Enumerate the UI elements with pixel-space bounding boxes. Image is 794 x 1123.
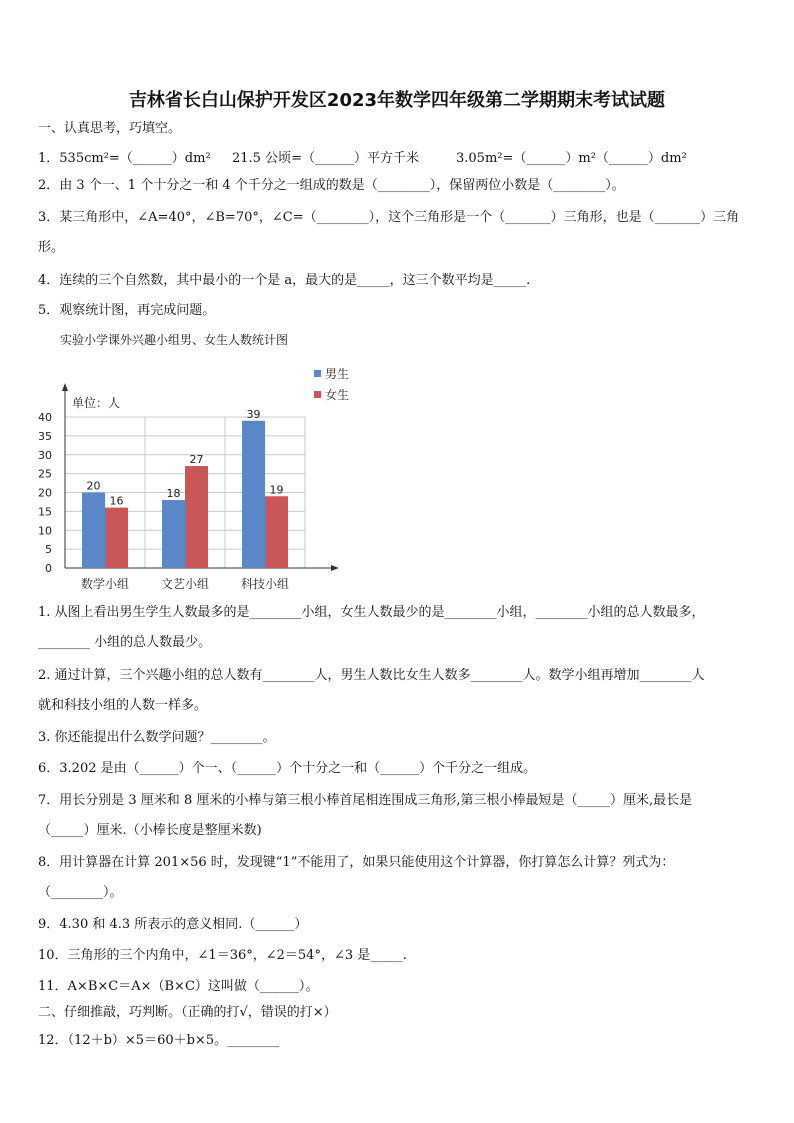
question-7-line-2: （_____）厘米.（小棒长度是整厘米数)	[38, 823, 262, 838]
y-tick-label: 35	[38, 429, 52, 443]
chart-title: 实验小学课外兴趣小组男、女生人数统计图	[60, 333, 289, 347]
question-11: 11．A×B×C＝A×（B×C）这叫做（______）。	[38, 979, 319, 994]
bar-girls	[105, 508, 128, 568]
y-tick-label: 15	[38, 505, 52, 519]
data-label: 27	[189, 453, 204, 467]
section-1-heading: 一、认真思考，巧填空。	[38, 121, 182, 136]
question-1-part-1: 1．535cm²=（______）dm²	[38, 151, 211, 166]
sub-question-2-line-1: 2. 通过计算，三个兴趣小组的总人数有________人，男生人数比女生人数多________人。数学小组再增加________人	[38, 668, 705, 683]
question-1-part-2: 21.5 公顷=（______）平方千米	[232, 151, 419, 166]
question-12: 12．（12＋b）×5＝60＋b×5。________	[38, 1033, 280, 1048]
sub-question-3: 3. 你还能提出什么数学问题？________。	[38, 730, 276, 745]
y-tick-label: 5	[45, 543, 52, 557]
question-8-line-2: （________）。	[38, 885, 123, 900]
sub-question-2-line-2: 就和科技小组的人数一样多。	[38, 698, 208, 713]
bar-girls	[185, 466, 208, 568]
y-tick-label: 40	[38, 411, 52, 424]
data-label: 19	[269, 483, 284, 497]
data-label: 39	[246, 407, 261, 421]
data-label: 16	[109, 494, 124, 508]
category-label: 数学小组	[80, 577, 130, 591]
category-label: 科技小组	[240, 577, 290, 591]
bar-chart	[30, 360, 360, 600]
y-tick-label: 20	[38, 486, 52, 500]
question-3-line-2: 形。	[38, 240, 65, 255]
category-label: 文艺小组	[160, 577, 210, 591]
question-5: 5．观察统计图，再完成问题。	[38, 303, 216, 318]
y-tick-label: 10	[38, 524, 52, 538]
legend-label: 女生	[325, 388, 350, 402]
unit-label: 单位：人	[72, 396, 121, 410]
question-6: 6．3.202 是由（______）个一、（______）个十分之一和（______）个千分之一组成。	[38, 761, 537, 776]
sub-question-1-line-1: 1. 从图上看出男生学生人数最多的是________小组，女生人数最少的是________小组，________小组的总人数最多，	[38, 605, 705, 620]
legend-swatch	[314, 370, 321, 377]
y-axis-arrow	[62, 383, 68, 391]
y-tick-label: 25	[38, 467, 52, 481]
bar-boys	[162, 500, 185, 568]
sub-question-1-line-2: ________ 小组的总人数最少。	[38, 635, 212, 650]
question-9: 9．4.30 和 4.3 所表示的意义相同.（______）	[38, 917, 308, 932]
section-2-heading: 二、仔细推敲，巧判断。（正确的打√，错误的打×）	[38, 1005, 337, 1020]
legend-label: 男生	[325, 367, 350, 381]
y-tick-label: 0	[45, 562, 52, 575]
question-7-line-1: 7．用长分别是 3 厘米和 8 厘米的小棒与第三根小棒首尾相连围成三角形,第三根小棒最短是（_____）厘米,最长是	[38, 793, 693, 808]
question-10: 10．三角形的三个内角中，∠1＝36°，∠2＝54°，∠3 是_____.	[38, 948, 407, 963]
data-label: 18	[166, 487, 181, 501]
question-4: 4．连续的三个自然数，其中最小的一个是 a，最大的是_____，这三个数平均是_____.	[38, 273, 531, 288]
bar-girls	[265, 496, 288, 568]
bar-boys	[242, 421, 265, 568]
question-2: 2．由 3 个一、1 个十分之一和 4 个千分之一组成的数是（________），保留两位小数是（________）。	[38, 178, 625, 193]
exam-title: 吉林省长白山保护开发区2023年数学四年级第二学期期末考试试题	[128, 90, 666, 111]
legend-swatch	[314, 391, 321, 398]
bar-boys	[82, 493, 105, 569]
question-8-line-1: 8．用计算器在计算 201×56 时，发现键“1”不能用了，如果只能使用这个计算器，你打算怎么计算？列式为：	[38, 855, 675, 870]
question-3-line-1: 3．某三角形中，∠A=40°，∠B=70°，∠C=（________），这个三角形是一个（_______）三角形，也是（_______）三角	[38, 210, 740, 225]
y-tick-label: 30	[38, 448, 52, 462]
data-label: 20	[86, 479, 101, 493]
question-1-part-3: 3.05m²=（______）m²（______）dm²	[456, 151, 687, 166]
x-axis-arrow	[331, 565, 339, 571]
